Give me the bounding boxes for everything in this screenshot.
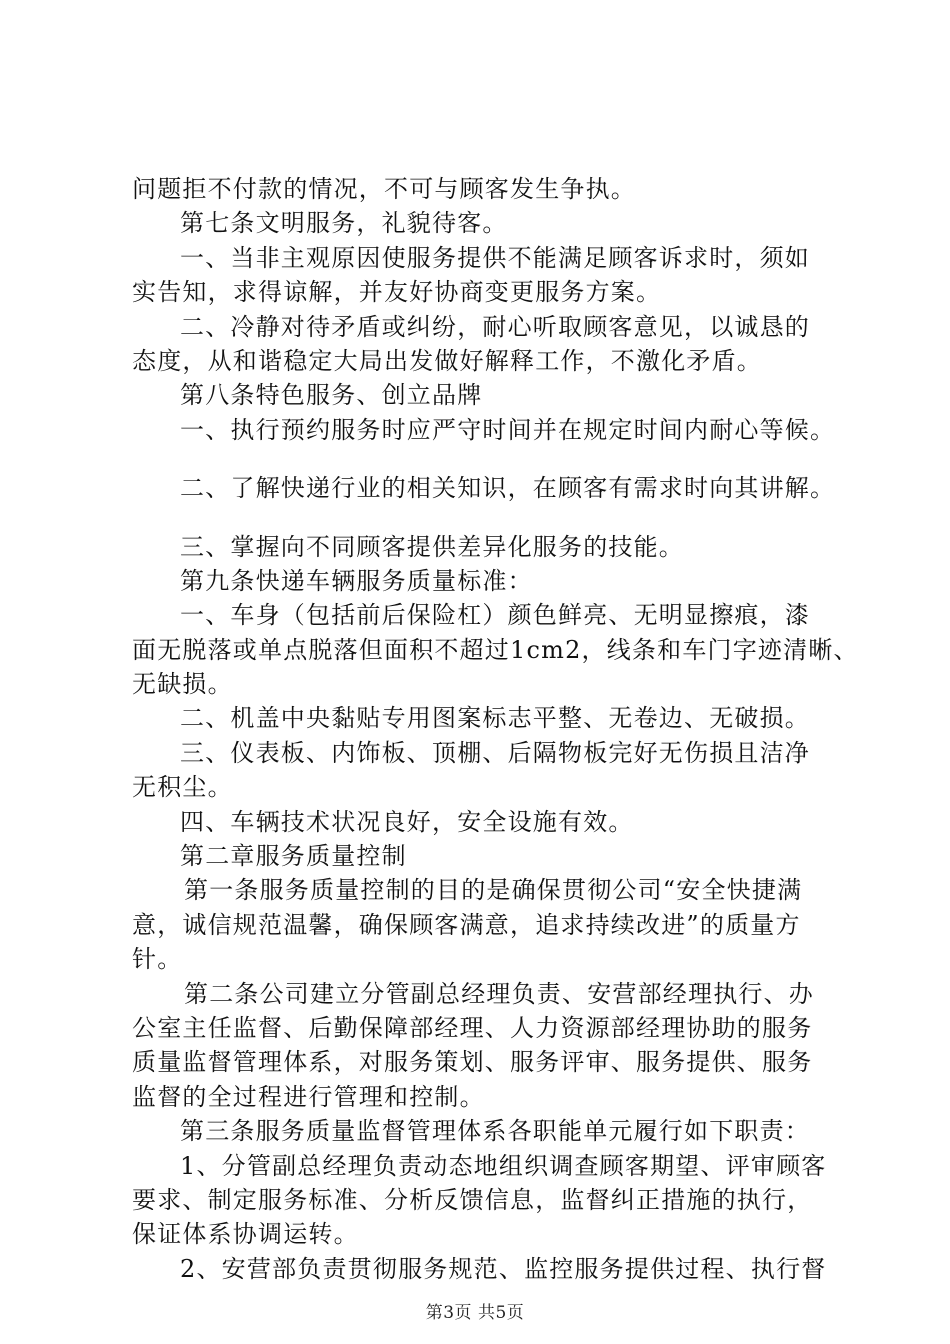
text-line: 四、车辆技术状况良好，安全设施有效。	[180, 807, 634, 836]
text-line: 要求、制定服务标准、分析反馈信息，监督纠正措施的执行，	[132, 1185, 813, 1214]
article-heading: 第三条服务质量监督管理体系各职能单元履行如下职责：	[180, 1117, 810, 1146]
article-heading: 第九条快递车辆服务质量标准：	[180, 566, 533, 595]
text-line: 针。	[132, 945, 183, 974]
text-line: 实告知，求得谅解，并友好协商变更服务方案。	[132, 278, 662, 307]
text-line: 三、仪表板、内饰板、顶棚、后隔物板完好无伤损且洁净	[180, 738, 810, 767]
text-line: 一、执行预约服务时应严守时间并在规定时间内耐心等候。	[180, 415, 836, 444]
text-line: 态度，从和谐稳定大局出发做好解释工作，不激化矛盾。	[132, 346, 762, 375]
list-item: 1、分管副总经理负责动态地组织调查顾客期望、评审顾客	[180, 1151, 827, 1180]
spacer	[132, 506, 852, 530]
text-line: 三、掌握向不同顾客提供差异化服务的技能。	[180, 532, 684, 561]
text-line: 无积尘。	[132, 773, 233, 802]
text-line: 无缺损。	[132, 670, 233, 699]
text-line: 一、车身（包括前后保险杠）颜色鲜亮、无明显擦痕，漆	[180, 601, 810, 630]
text-line: 监督的全过程进行管理和控制。	[132, 1082, 485, 1111]
spacer	[132, 447, 852, 471]
text-line: 意，诚信规范温馨，确保顾客满意，追求持续改进”的质量方	[132, 910, 801, 939]
article-heading: 第七条文明服务，礼貌待客。	[180, 209, 508, 238]
chapter-heading: 第二章服务质量控制	[180, 842, 407, 871]
text-line: 公室主任监督、后勤保障部经理、人力资源部经理协助的服务	[132, 1013, 813, 1042]
text-line: 面无脱落或单点脱落但面积不超过1cm2，线条和车门字迹清晰、	[132, 635, 859, 664]
page-number-footer: 第3页 共5页	[425, 1303, 525, 1323]
text-line: 质量监督管理体系，对服务策划、服务评审、服务提供、服务	[132, 1048, 813, 1077]
text-line: 二、了解快递行业的相关知识，在顾客有需求时向其讲解。	[180, 474, 836, 503]
article-heading: 第二条公司建立分管副总经理负责、安营部经理执行、办	[184, 979, 814, 1008]
article-heading: 第一条服务质量控制的目的是确保贯彻公司“安全快捷满	[184, 876, 803, 905]
text-line: 二、机盖中央黏贴专用图案标志平整、无卷边、无破损。	[180, 704, 810, 733]
article-heading: 第八条特色服务、创立品牌	[180, 381, 483, 410]
text-line: 保证体系协调运转。	[132, 1220, 359, 1249]
text-line: 问题拒不付款的情况，不可与顾客发生争执。	[132, 175, 636, 203]
text-line: 二、冷静对待矛盾或纠纷，耐心听取顾客意见，以诚恳的	[180, 312, 810, 341]
text-line: 一、当非主观原因使服务提供不能满足顾客诉求时，须如	[180, 243, 810, 272]
list-item: 2、安营部负责贯彻服务规范、监控服务提供过程、执行督	[180, 1254, 827, 1283]
document-body	[132, 172, 859, 1286]
